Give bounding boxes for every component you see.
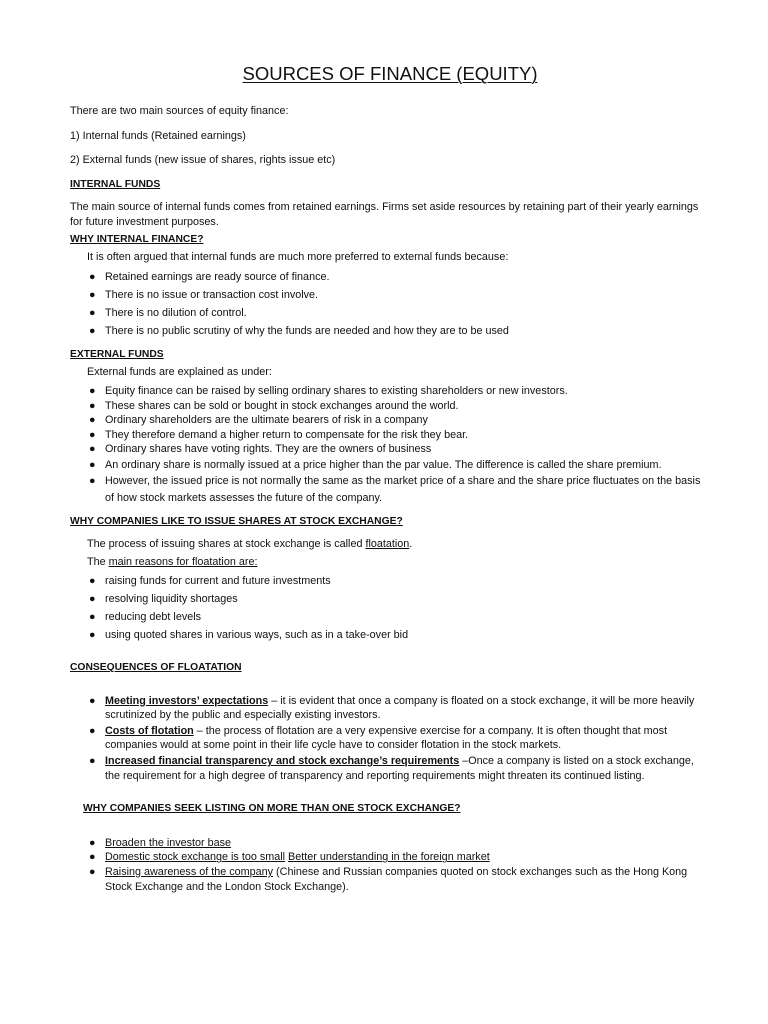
list-item: ● There is no dilution of control. xyxy=(70,304,710,322)
internal-funds-text: The main source of internal funds comes from retained earnings. Firms set aside resources by retaining part of their yearly earnings for future investment purposes. xyxy=(70,201,699,228)
bullet-icon: ● xyxy=(89,324,96,337)
intro-item-internal: 1) Internal funds (Retained earnings) xyxy=(70,129,246,142)
list-item: ● Increased financial transparency and stock exchange’s requirements –Once a company is listed on a stock exchange, the requirement for a high degree of transparency and reporting requirements might threaten its continued listing. xyxy=(89,754,694,782)
bullet-icon: ● xyxy=(89,865,96,878)
external-list xyxy=(70,384,710,506)
bullet-icon: ● xyxy=(89,629,96,641)
bullet-icon: ● xyxy=(89,443,96,456)
floatation-definition: The process of issuing shares at stock exchange is called floatation. xyxy=(87,538,413,550)
bullet-icon: ● xyxy=(89,575,96,587)
consequences-list xyxy=(70,694,710,784)
list-item: ● An ordinary share is normally issued at a price higher than the par value. The difference is called the share premium. xyxy=(70,457,710,474)
document-title: SOURCES OF FINANCE (EQUITY) xyxy=(242,63,538,84)
heading-consequences-floatation: CONSEQUENCES OF FLOATATION xyxy=(70,662,242,673)
floatation-reasons-lead: The main reasons for floatation are: xyxy=(87,556,258,568)
list-item: ● Equity finance can be raised by selling ordinary shares to existing shareholders or new investors. xyxy=(89,384,568,397)
floatation-reasons-term: main reasons for floatation are: xyxy=(108,556,258,568)
list-item: ● Raising awareness of the company (Chinese and Russian companies quoted on stock exchanges such as the Hong Kong Stock Exchange and the London Stock Exchange). xyxy=(89,865,688,893)
bullet-icon: ● xyxy=(89,475,96,488)
intro-item-external: 2) External funds (new issue of shares, rights issue etc) xyxy=(70,154,336,167)
bullet-icon: ● xyxy=(89,611,96,623)
intro-lead: There are two main sources of equity finance: xyxy=(70,105,289,117)
bullet-icon: ● xyxy=(89,754,96,767)
bullet-icon: ● xyxy=(89,306,96,319)
heading-why-issue-shares: WHY COMPANIES LIKE TO ISSUE SHARES AT STOCK EXCHANGE? xyxy=(70,516,403,528)
bullet-icon: ● xyxy=(89,428,96,441)
external-lead: External funds are explained as under: xyxy=(87,366,272,379)
heading-external-funds: EXTERNAL FUNDS xyxy=(70,348,164,360)
document-page xyxy=(70,62,710,894)
bullet-icon: ● xyxy=(89,724,96,737)
bullet-icon: ● xyxy=(89,694,96,707)
list-item: ● raising funds for current and future investments xyxy=(70,572,710,590)
list-item: ● However, the issued price is not normally the same as the market price of a share and the share price fluctuates on the basis of how stock markets assesses the future of the company. xyxy=(89,475,701,504)
bullet-icon: ● xyxy=(89,836,96,849)
bullet-icon: ● xyxy=(89,593,96,605)
list-item: ● Costs of flotation – the process of flotation are a very expensive exercise for a company. It is often thought that most companies would at some point in their life cycle have to consider flotation in the stock markets. xyxy=(89,724,668,752)
heading-why-multiple-listing: WHY COMPANIES SEEK LISTING ON MORE THAN ONE STOCK EXCHANGE? xyxy=(83,803,461,815)
heading-why-internal-finance: WHY INTERNAL FINANCE? xyxy=(70,233,204,245)
floatation-term: floatation xyxy=(365,538,410,550)
bullet-icon: ● xyxy=(89,288,96,301)
bullet-icon: ● xyxy=(89,399,96,412)
list-item: ● Broaden the investor base xyxy=(89,836,232,849)
list-item: ● Ordinary shares have voting rights. They are the owners of business xyxy=(89,443,432,456)
list-item: ● They therefore demand a higher return to compensate for the risk they bear. xyxy=(89,428,469,441)
bullet-icon: ● xyxy=(89,384,96,397)
list-item: ● There is no public scrutiny of why the funds are needed and how they are to be used xyxy=(70,322,710,340)
heading-internal-funds: INTERNAL FUNDS xyxy=(70,178,161,190)
bullet-icon: ● xyxy=(89,270,96,283)
list-item: ● resolving liquidity shortages xyxy=(70,590,710,608)
list-item: ● There is no issue or transaction cost involve. xyxy=(70,286,710,304)
list-item: ● Retained earnings are ready source of finance. xyxy=(70,268,710,286)
list-item: ● Ordinary shareholders are the ultimate bearers of risk in a company xyxy=(89,414,428,427)
list-item: ● Meeting investors’ expectations – it is evident that once a company is floated on a stock exchange, it will be more heavily scrutinized by the public and especially existing investors. xyxy=(89,694,695,722)
why-internal-list xyxy=(70,268,710,340)
list-item: ● using quoted shares in various ways, such as in a take-over bid xyxy=(70,626,710,644)
list-item: ● Domestic stock exchange is too small Better understanding in the foreign market xyxy=(89,851,490,864)
bullet-icon: ● xyxy=(89,851,96,864)
listing-reasons-list xyxy=(70,836,710,894)
list-item: ● These shares can be sold or bought in stock exchanges around the world. xyxy=(89,399,459,412)
bullet-icon: ● xyxy=(89,458,96,471)
why-internal-lead: It is often argued that internal funds are much more preferred to external funds because: xyxy=(87,251,509,264)
floatation-reasons-list xyxy=(70,572,710,644)
bullet-icon: ● xyxy=(89,414,96,427)
list-item: ● reducing debt levels xyxy=(70,608,710,626)
